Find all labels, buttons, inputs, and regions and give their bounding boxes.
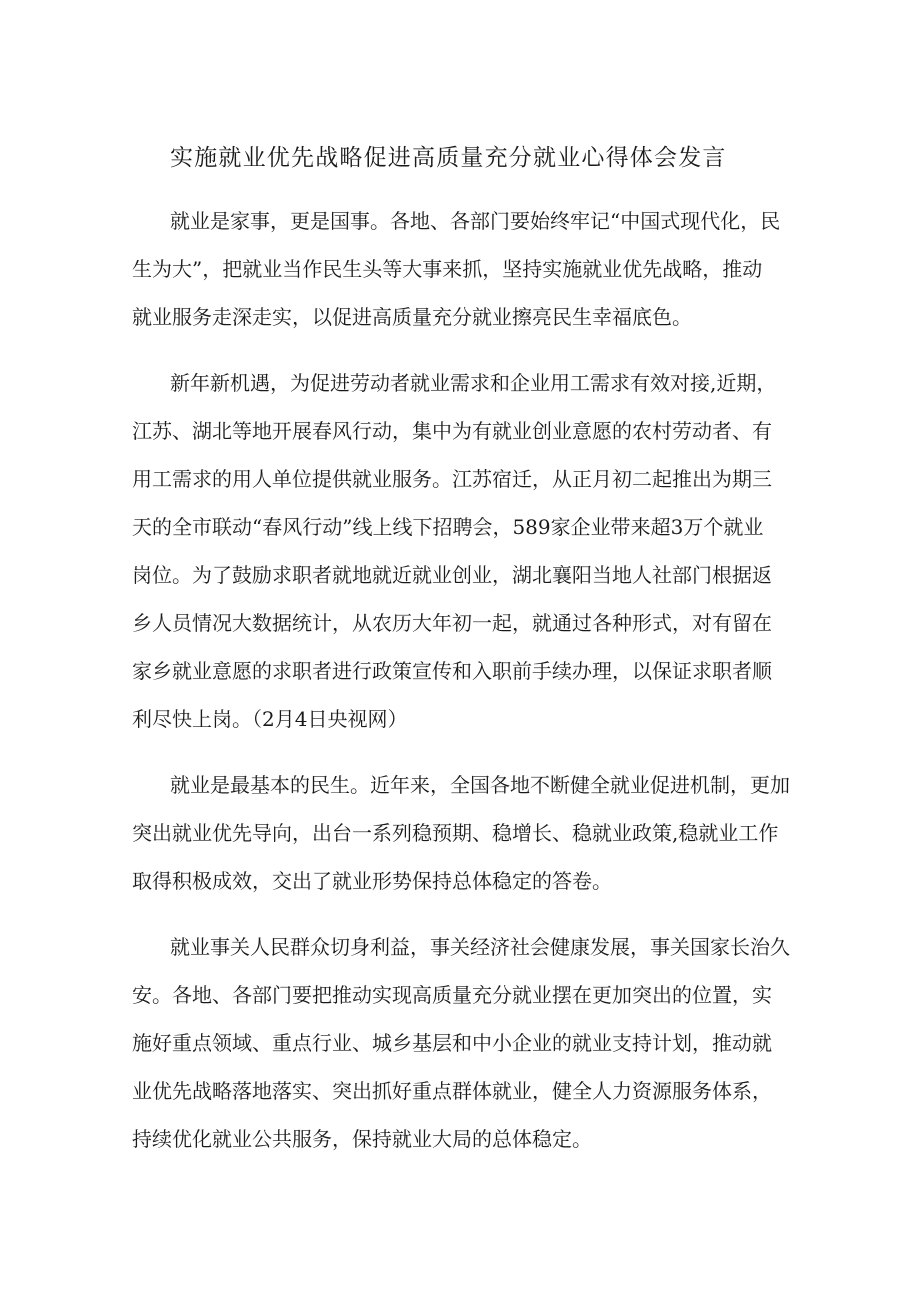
paragraph-2-line-8: 利尽快上岗。（2月4日央视网） [132, 707, 408, 731]
paragraph-3-line-3: 取得积极成效，交出了就业形势保持总体稳定的答卷。 [132, 869, 612, 893]
paragraph-1-line-2: 生为大”，把就业当作民生头等大事来抓，坚持实施就业优先战略，推动 [132, 257, 763, 281]
paragraph-1-line-1: 就业是家事，更是国事。各地、各部门要始终牢记“中国式现代化，民 [170, 209, 781, 233]
paragraph-3-line-2: 突出就业优先导向，出台一系列稳预期、稳增长、稳就业政策,稳就业工作 [132, 821, 779, 845]
document-title: 实施就业优先战略促进高质量充分就业心得体会发言 [170, 145, 727, 171]
paragraph-2-line-2: 江苏、湖北等地开展春风行动，集中为有就业创业意愿的农村劳动者、有 [132, 419, 772, 443]
paragraph-2-line-1: 新年新机遇，为促进劳动者就业需求和企业用工需求有效对接,近期， [170, 371, 777, 395]
paragraph-4-line-4: 业优先战略落地落实、突出抓好重点群体就业，健全人力资源服务体系， [132, 1079, 772, 1103]
paragraph-4-line-2: 安。各地、各部门要把推动实现高质量充分就业摆在更加突出的位置，实 [132, 983, 772, 1007]
paragraph-2-line-7: 家乡就业意愿的求职者进行政策宣传和入职前手续办理，以保证求职者顺 [132, 659, 772, 683]
paragraph-3-line-1: 就业是最基本的民生。近年来，全国各地不断健全就业促进机制，更加 [170, 773, 790, 797]
paragraph-2-line-3: 用工需求的用人单位提供就业服务。江苏宿迁，从正月初二起推出为期三 [132, 467, 772, 491]
paragraph-4-line-1: 就业事关人民群众切身利益，事关经济社会健康发展，事关国家长治久 [170, 935, 790, 959]
paragraph-2-line-4: 天的全市联动“春风行动”线上线下招聘会，589家企业带来超3万个就业 [132, 515, 764, 539]
paragraph-4-line-5: 持续优化就业公共服务，保持就业大局的总体稳定。 [132, 1127, 592, 1151]
paragraph-2-line-6: 乡人员情况大数据统计，从农历大年初一起，就通过各种形式，对有留在 [132, 611, 772, 635]
paragraph-4-line-3: 施好重点领域、重点行业、城乡基层和中小企业的就业支持计划，推动就 [132, 1031, 772, 1055]
paragraph-2-line-5: 岗位。为了鼓励求职者就地就近就业创业，湖北襄阳当地人社部门根据返 [132, 563, 772, 587]
paragraph-1-line-3: 就业服务走深走实，以促进高质量充分就业擦亮民生幸福底色。 [132, 305, 692, 329]
